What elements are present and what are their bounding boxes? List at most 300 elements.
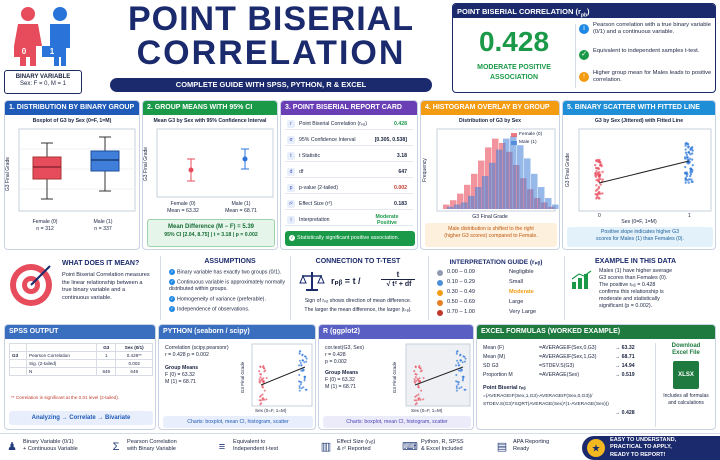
scatter-point-male xyxy=(455,364,457,366)
report-row-icon: i xyxy=(287,216,295,224)
title-line1: POINT BISERIAL xyxy=(127,0,415,38)
report-row-icon: r² xyxy=(287,200,295,208)
scatter-point-male xyxy=(300,364,302,366)
assumptions-section xyxy=(160,256,288,320)
guide-dot xyxy=(437,270,443,276)
example-section xyxy=(564,256,716,320)
scatter-point-male xyxy=(457,350,459,352)
feature-text-2: & r² Reported xyxy=(337,445,371,452)
spss-table: G3 Sex (0/1) G3 Pearson Correlation 1 0.428** Sig. (2-tailed) 0.002 N 649 649 xyxy=(9,343,153,376)
scatter-point-male xyxy=(298,374,300,376)
guide-label: Negligible xyxy=(509,269,534,275)
scatter-point-female xyxy=(598,186,600,188)
hist-bar-male xyxy=(503,139,510,209)
scatter-point-male xyxy=(305,356,307,358)
histogram-ylabel: Frequency xyxy=(421,158,428,182)
scatter-point-female xyxy=(420,399,422,401)
hist-bar-male xyxy=(461,202,468,209)
python-code-6: M (1) = 68.71 xyxy=(165,379,196,386)
scatter-point-male xyxy=(685,152,687,154)
box-male xyxy=(91,137,119,191)
scatter-point-female xyxy=(597,167,599,169)
r-code-2: r = 0.428 xyxy=(325,351,346,358)
what-section xyxy=(4,256,156,320)
assumptions-title: ASSUMPTIONS xyxy=(204,258,256,265)
scatter-point-female xyxy=(416,402,418,404)
excel-row-value: → 63.32 xyxy=(615,345,635,351)
hist-bar-male xyxy=(496,150,503,209)
scatter-point-female xyxy=(420,390,422,392)
example-text-3: The positive rₚᵦ = 0.428 xyxy=(599,282,656,289)
scatter-point-female xyxy=(259,378,261,380)
feature-icon: ♟ xyxy=(7,441,17,453)
scatter-point-male xyxy=(303,361,305,363)
excel-row-value: → 0.519 xyxy=(615,372,635,378)
excel-head: EXCEL FORMULAS (WORKED EXAMPLE) xyxy=(477,325,715,339)
hist-bar-male xyxy=(524,158,531,209)
scatter-point-male xyxy=(463,356,465,358)
scatter-point-male xyxy=(304,376,306,378)
scatter-point-female xyxy=(262,379,264,381)
report-row-key: Point Biserial Correlation (rₚᵦ) xyxy=(299,121,367,127)
scatter-point-male xyxy=(691,158,693,160)
hist-bar-male xyxy=(447,207,454,209)
excel-row-key: Mean (M) xyxy=(483,354,506,360)
means-chart xyxy=(153,127,277,199)
excel-row-formula: =AVERAGE(Sex) xyxy=(539,372,580,378)
r-code-3: p = 0.002 xyxy=(325,358,347,365)
scatter-point-male xyxy=(299,385,301,387)
ttest-title: CONNECTION TO T-TEST xyxy=(315,258,401,265)
download-excel-button[interactable]: Download Excel File XLSX Includes all formulas and calculations xyxy=(659,343,713,427)
python-panel xyxy=(158,324,316,430)
boxplot-title: Boxplot of G3 by Sex (0=F, 1=M) xyxy=(32,118,112,124)
hist-bar-male xyxy=(489,163,496,209)
means-title: Mean G3 by Sex with 95% Confidence Interval xyxy=(153,118,267,124)
scatter-point-female xyxy=(414,378,416,380)
scatter-point-female xyxy=(595,184,597,186)
title-line2: CORRELATION xyxy=(136,34,406,72)
scatter-point-female xyxy=(598,197,600,199)
scatter-point-female xyxy=(596,159,598,161)
scatter-point-male xyxy=(460,359,462,361)
scatter-xlabel: Sex (0=F, 1=M) xyxy=(621,219,657,225)
summary-title: POINT BISERIAL CORRELATION $(r_{pb})$ xyxy=(453,4,715,18)
report-row-icon: σ xyxy=(287,136,295,144)
scatter-point-female xyxy=(417,379,419,381)
scatter-point-male xyxy=(465,358,467,360)
scatter-point-male xyxy=(300,362,302,364)
hist-bar-male xyxy=(510,136,517,209)
hist-bar-male xyxy=(531,174,538,209)
scatter-point-female xyxy=(416,373,418,375)
spss-note: ** Correlation is significant at the 0.01 level (2-tailed). xyxy=(11,395,120,400)
summary-badge xyxy=(582,436,720,460)
scatter-point-male xyxy=(303,369,305,371)
report-row-key: 95% Confidence Interval xyxy=(299,137,356,143)
r-scatter xyxy=(405,343,471,407)
what-text-4: continuous variable. xyxy=(62,294,112,301)
assumption-4: ✓ Independence of observations. xyxy=(170,306,250,313)
feature-text-2: & Excel Included xyxy=(421,445,463,452)
scatter-point-male xyxy=(458,387,460,389)
assumption-3: ✓ Homogeneity of variance (preferable). xyxy=(170,296,266,303)
histogram-title: Distribution of G3 by Sex xyxy=(459,118,521,124)
hist-bar-male xyxy=(552,205,559,209)
scatter-point-male xyxy=(686,154,688,156)
histogram-note: Male distribution is shifted to the right (higher G3 scores) compared to Female. xyxy=(425,223,557,247)
report-row-value: 3.18 xyxy=(396,153,407,159)
feature-text-2: Independent t-test xyxy=(233,445,279,452)
scatter-point-female xyxy=(599,173,601,175)
report-row-key: t Statistic xyxy=(299,153,321,159)
scatter-point-male xyxy=(684,157,686,159)
r-code-1: cor.test(G3, Sex) xyxy=(325,345,364,351)
scatter-point-female xyxy=(262,394,264,396)
example-text-2: G3 scores than Females (0). xyxy=(599,275,668,282)
check-circle-icon: ✓ xyxy=(290,234,294,240)
scatter-point-male xyxy=(298,380,300,382)
scatter-point-male xyxy=(458,364,460,366)
what-text-2: the linear relationship between a xyxy=(62,279,143,286)
excel-row-value: → 68.71 xyxy=(615,354,635,360)
boxplot-group-male: Male (1) n = 337 xyxy=(93,219,113,232)
feature-text-2: with Binary Variable xyxy=(127,445,177,452)
mean-difference-box: Mean Difference (M − F) = 5.39 95% CI [2.04, 8.75] | t = 3.18 | p = 0.002 xyxy=(147,219,275,247)
excel-row-key: SD G3 xyxy=(483,363,499,369)
scatter-point-male xyxy=(456,385,458,387)
excel-includes: Includes all formulas and calculations xyxy=(663,393,709,406)
medal-icon xyxy=(586,438,606,458)
scatter-point-female xyxy=(260,373,262,375)
boxplot-chart xyxy=(15,127,139,215)
scatter-point-male xyxy=(299,387,301,389)
panel-report-card-head: 3. POINT BISERIAL REPORT CARD xyxy=(281,101,417,115)
box-female xyxy=(33,143,61,199)
scatter-point-male xyxy=(456,390,458,392)
scatter-point-female xyxy=(596,194,598,196)
python-head: PYTHON (seaborn / scipy) xyxy=(159,325,315,339)
spss-path: Analyzing → Correlate → Bivariate xyxy=(9,411,153,425)
scatter-point-female xyxy=(595,170,597,172)
scatter-point-female xyxy=(599,178,601,180)
scatter-point-female xyxy=(422,398,424,400)
scatter-point-male xyxy=(464,361,466,363)
python-footer: Charts: boxplot, mean CI, histogram, scatter xyxy=(163,416,313,428)
arrow-up-icon: ↑ xyxy=(579,72,589,82)
guide-section xyxy=(428,256,562,320)
feature-text-1: Effect Size (rₚᵦ) xyxy=(337,439,376,445)
example-text-5: moderate and statistically xyxy=(599,296,660,303)
r-code-6: F (0) = 63.32 xyxy=(325,377,355,383)
scatter-point-male xyxy=(299,390,301,392)
scatter-point-female xyxy=(600,165,602,167)
guide-title: INTERPRETATION GUIDE (rₚᵦ) xyxy=(449,259,543,266)
panel-histogram xyxy=(420,100,560,250)
scatter-point-male xyxy=(460,386,462,388)
scatter-point-male xyxy=(686,175,688,177)
python-code-2: r = 0.428 p = 0.002 xyxy=(165,352,209,359)
scatter-point-female xyxy=(264,390,266,392)
balance-scale-icon xyxy=(299,270,325,292)
hist-bar-male xyxy=(538,187,545,209)
report-row-icon: t xyxy=(287,152,295,160)
feature-item xyxy=(214,436,310,458)
scatter-ylabel: G3 Final Grade xyxy=(565,152,572,188)
panel-distribution-head: 1. DISTRIBUTION BY BINARY GROUP xyxy=(5,101,139,115)
summary-strength: MODERATE POSITIVE xyxy=(477,64,551,71)
r-xlabel: Sex (0=F, 1=M) xyxy=(411,408,443,413)
scatter-point-female xyxy=(598,176,600,178)
excel-row-value: → 14.94 xyxy=(615,363,635,369)
ttest-section xyxy=(290,256,424,320)
scatter-point-male xyxy=(691,171,693,173)
guide-label: Moderate xyxy=(509,289,534,295)
spss-head: SPSS OUTPUT xyxy=(5,325,155,339)
scatter-point-male xyxy=(457,383,459,385)
scatter-point-male xyxy=(300,383,302,385)
excel-row-key: Mean (F) xyxy=(483,345,505,351)
report-row-value: 0.183 xyxy=(394,201,407,207)
report-row-icon: d xyxy=(287,168,295,176)
guide-dot xyxy=(437,290,443,296)
feature-icon: ≡ xyxy=(218,441,226,453)
scatter-point-male xyxy=(691,181,693,183)
boxplot-group-female: Female (0) n = 312 xyxy=(32,219,58,232)
scatter-point-male xyxy=(299,350,301,352)
mean-male xyxy=(241,149,249,169)
scatter-point-female xyxy=(419,367,421,369)
scatter-point-female xyxy=(601,192,603,194)
binary-variable-box xyxy=(4,70,82,94)
scatter-point-female xyxy=(264,369,266,371)
scatter-point-female xyxy=(423,377,425,379)
report-row-icon: p xyxy=(287,184,295,192)
scatter-chart xyxy=(577,127,713,213)
feature-text-1: Equivalent to xyxy=(233,439,266,445)
scatter-tick-0: 0 xyxy=(598,213,601,219)
scatter-point-male xyxy=(305,361,307,363)
guide-dot xyxy=(437,280,443,286)
panel-group-means xyxy=(142,100,278,250)
info-icon: i xyxy=(579,24,589,34)
scatter-point-male xyxy=(684,166,686,168)
report-footer: ✓ Statistically significant positive association. xyxy=(285,231,415,246)
scatter-point-male xyxy=(688,151,690,153)
python-xlabel: Sex (0=F, 1=M) xyxy=(255,408,287,413)
assumption-1: ✓ Binary variable has exactly two groups (0/1). xyxy=(170,269,282,276)
python-ylabel: G3 Final Grade xyxy=(240,361,246,394)
scatter-point-male xyxy=(456,387,458,389)
binary-badge-zero: 0 xyxy=(14,46,34,57)
scatter-point-female xyxy=(415,376,417,378)
scatter-point-male xyxy=(691,146,693,148)
scatter-point-female xyxy=(259,376,261,378)
report-row xyxy=(285,134,413,146)
scatter-point-male xyxy=(685,181,687,183)
r-code-7: M (1) = 68.71 xyxy=(325,383,356,390)
ttest-formula-lhs: rₚᵦ = t / xyxy=(331,276,361,286)
report-row-key: Effect Size (r²) xyxy=(299,201,333,207)
hist-bar-male xyxy=(545,198,552,209)
excel-row-formula: =AVERAGEIF(Sex,1,G3) xyxy=(539,354,597,360)
excel-row-formula: =STDEV.S(G3) xyxy=(539,363,575,369)
scatter-point-male xyxy=(688,181,690,183)
scatter-point-male xyxy=(301,354,303,356)
scatter-point-male xyxy=(689,149,691,151)
svg-text:★: ★ xyxy=(591,443,601,455)
scatter-point-female xyxy=(415,365,417,367)
feature-text-1: Pearson Correlation xyxy=(127,439,177,445)
scatter-point-female xyxy=(595,190,597,192)
scatter-point-male xyxy=(687,143,689,145)
feature-icon: ⌨ xyxy=(402,441,418,453)
report-row xyxy=(285,182,413,194)
scatter-point-male xyxy=(684,171,686,173)
excel-row-key: Proportion M xyxy=(483,372,513,378)
feature-text-2: + Continuous Variable xyxy=(23,445,78,452)
scatter-point-female xyxy=(601,171,603,173)
badge-line-3: READY TO REPORT! xyxy=(610,451,666,458)
scatter-point-female xyxy=(597,180,599,182)
badge-line-1: EASY TO UNDERSTAND, xyxy=(610,437,677,443)
summary-value: 0.428 xyxy=(478,26,550,57)
scatter-point-female xyxy=(601,178,603,180)
means-group-male: Male (1) Mean = 68.71 xyxy=(225,201,257,214)
binary-badge-one: 1 xyxy=(42,46,62,57)
python-scatter xyxy=(251,343,313,407)
python-code-4: Group Means xyxy=(165,365,199,372)
guide-label: Large xyxy=(509,299,524,305)
histogram-chart xyxy=(435,127,559,213)
example-text-1: Males (1) have higher average xyxy=(599,268,673,274)
binary-variable-coding: Sex: F = 0, M = 1 xyxy=(19,81,67,87)
report-row xyxy=(285,166,413,178)
hist-bar-male xyxy=(517,145,524,209)
excel-rpb-label: Point Biserial rₚᵦ xyxy=(483,385,526,391)
hist-bar-male xyxy=(475,187,482,209)
feature-item xyxy=(318,436,414,458)
target-icon xyxy=(8,262,54,308)
scatter-point-male xyxy=(459,354,461,356)
legend-male: Male (1) xyxy=(519,140,537,145)
guide-range: 0.50 – 0.69 xyxy=(447,299,475,305)
check-icon: ✓ xyxy=(579,50,589,60)
example-title: EXAMPLE IN THIS DATA xyxy=(595,258,677,265)
what-text-3: true binary variable and a xyxy=(62,287,126,294)
report-row-value: 647 xyxy=(398,169,407,175)
excel-row-formula: =AVERAGEIF(Sex,0,G3) xyxy=(539,345,597,351)
report-row-value: 0.428 xyxy=(394,121,407,127)
scatter-point-male xyxy=(685,178,687,180)
guide-label: Very Large xyxy=(509,309,537,315)
scatter-point-male xyxy=(455,374,457,376)
scatter-point-female xyxy=(595,179,597,181)
scatter-point-male xyxy=(464,389,466,391)
guide-range: 0.00 – 0.09 xyxy=(447,269,475,275)
scatter-point-female xyxy=(418,397,420,399)
feature-text-1: Binary Variable (0/1) xyxy=(23,439,74,445)
report-row-icon: r xyxy=(287,120,295,128)
report-row xyxy=(285,214,413,226)
ttest-formula-num: t xyxy=(381,270,415,280)
scatter-point-male xyxy=(458,370,460,372)
scatter-point-male xyxy=(455,380,457,382)
report-row xyxy=(285,118,413,130)
scatter-point-female xyxy=(415,380,417,382)
scatter-point-female xyxy=(418,377,420,379)
summary-strength2: ASSOCIATION xyxy=(489,74,539,81)
report-row-value: 0.002 xyxy=(394,185,407,191)
hist-bar-male xyxy=(468,196,475,209)
feature-item xyxy=(4,436,100,458)
scatter-point-male xyxy=(462,378,464,380)
badge-line-2: PRACTICAL TO APPLY, xyxy=(610,444,672,451)
scatter-point-male xyxy=(689,158,691,160)
report-row-key: Interpretation xyxy=(299,217,330,223)
python-code-1: Correlation (scipy.pearsonr) xyxy=(165,345,229,351)
scatter-point-male xyxy=(461,369,463,371)
report-row-value: [0.305, 0.538] xyxy=(374,137,407,143)
excel-panel xyxy=(476,324,716,430)
scatter-point-male xyxy=(304,378,306,380)
panel-group-means-head: 2. GROUP MEANS WITH 95% CI xyxy=(143,101,277,115)
report-row xyxy=(285,150,413,162)
scatter-point-female xyxy=(260,402,262,404)
scatter-point-male xyxy=(305,389,307,391)
report-row-key: p-value (2-tailed) xyxy=(299,185,338,191)
people-icon xyxy=(8,4,80,74)
example-text-4: confirms this relationship is xyxy=(599,289,664,296)
scatter-point-male xyxy=(462,361,464,363)
excel-rpb-formula-1: =(AVERAGEIF(Sex,1,G3)-AVERAGEIF(Sex,0,G3))/ xyxy=(483,394,593,399)
scatter-point-female xyxy=(413,370,415,372)
scatter-point-female xyxy=(259,399,261,401)
guide-range: 0.10 – 0.29 xyxy=(447,279,475,285)
scatter-point-male xyxy=(456,353,458,355)
scatter-point-male xyxy=(299,353,301,355)
scatter-point-male xyxy=(691,152,693,154)
scatter-point-female xyxy=(418,394,420,396)
xlsx-file-icon[interactable]: XLSX xyxy=(673,361,699,389)
what-text-1: Point Biserial Correlation measures xyxy=(62,272,150,278)
ttest-formula-den: √ t² + df xyxy=(386,281,412,288)
scatter-point-female xyxy=(265,398,267,400)
hist-bar-male xyxy=(454,205,461,209)
feature-text-1: APA Reporting xyxy=(513,439,550,445)
scatter-point-male xyxy=(690,173,692,175)
subtitle-banner: COMPLETE GUIDE WITH SPSS, PYTHON, R & EXCEL xyxy=(110,78,432,92)
ttest-text-2: The larger the mean difference, the larger |rₚᵦ|. xyxy=(304,307,412,313)
histogram-xlabel: G3 Final Grade xyxy=(472,214,508,220)
scatter-point-female xyxy=(414,396,416,398)
scatter-point-male xyxy=(300,370,302,372)
panel-histogram-head: 4. HISTOGRAM OVERLAY BY GROUP xyxy=(421,101,559,115)
summary-panel: POINT BISERIAL CORRELATION $(r_{pb})$ 0.428 MODERATE POSITIVE ASSOCIATION i Pearson correlation with a true binary variable (0/1) and a continuous variable. ✓ Equivalent to independent samples t-test. ↑ Higher group mean for Males leads to positive correlation. xyxy=(452,3,716,93)
scatter-point-female xyxy=(414,399,416,401)
feature-icon: Σ xyxy=(112,441,120,453)
boxplot-ylabel: G3 Final Grade xyxy=(5,156,12,192)
scatter-point-female xyxy=(259,396,261,398)
scatter-tick-1: 1 xyxy=(688,213,691,219)
scatter-point-female xyxy=(262,397,264,399)
panel-report-card xyxy=(280,100,418,250)
scatter-point-male xyxy=(456,360,458,362)
scatter-point-male xyxy=(306,358,308,360)
scatter-note: Positive slope indicates higher G3 scores for Males (1) than Females (0). xyxy=(567,227,713,247)
report-row-key: df xyxy=(299,169,304,175)
example-text-6: significant (p = 0.002). xyxy=(599,303,653,310)
